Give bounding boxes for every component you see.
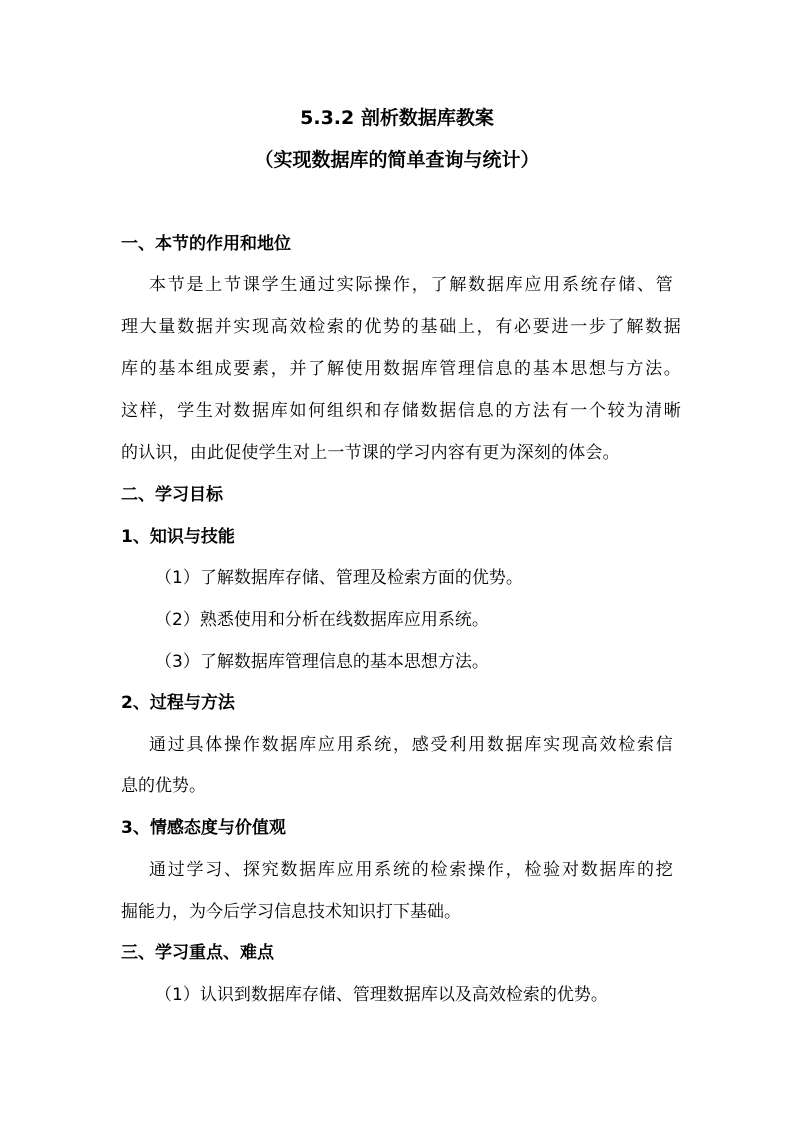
paragraph-line: 的认识，由此促使学生对上一节课的学习内容有更为深刻的体会。 xyxy=(121,443,620,463)
subsection-heading-process: 2、过程与方法 xyxy=(121,693,235,713)
paragraph-line: 通过学习、探究数据库应用系统的检索操作，检验对数据库的挖 xyxy=(149,860,673,880)
list-item: （3）了解数据库管理信息的基本思想方法。 xyxy=(155,652,489,672)
paragraph-line: 库的基本组成要素，并了解使用数据库管理信息的基本思想与方法。 xyxy=(121,359,681,379)
paragraph-line: 本节是上节课学生通过实际操作，了解数据库应用系统存储、管 xyxy=(149,275,673,295)
paragraph-line: 这样，学生对数据库如何组织和存储数据信息的方法有一个较为清晰 xyxy=(121,401,681,421)
paragraph-line: 通过具体操作数据库应用系统，感受利用数据库实现高效检索信 xyxy=(149,735,673,755)
section-heading-objectives: 二、学习目标 xyxy=(121,485,223,505)
paragraph-line: 理大量数据并实现高效检索的优势的基础上，有必要进一步了解数据 xyxy=(121,317,681,337)
list-item: （2）熟悉使用和分析在线数据库应用系统。 xyxy=(155,610,489,630)
subsection-heading-attitude: 3、情感态度与价值观 xyxy=(121,818,286,838)
document-subtitle: （实现数据库的简单查询与统计） xyxy=(254,149,540,171)
paragraph-line: 掘能力，为今后学习信息技术知识打下基础。 xyxy=(121,902,461,922)
list-item: （1）了解数据库存储、管理及检索方面的优势。 xyxy=(155,568,523,588)
document-title: 5.3.2 剖析数据库教案 xyxy=(300,107,494,129)
paragraph-line: 息的优势。 xyxy=(121,776,206,796)
section-heading-keypoints: 三、学习重点、难点 xyxy=(121,943,274,963)
list-item: （1）认识到数据库存储、管理数据库以及高效检索的优势。 xyxy=(155,985,608,1005)
subsection-heading-knowledge: 1、知识与技能 xyxy=(121,527,235,547)
section-heading-role: 一、本节的作用和地位 xyxy=(121,234,291,254)
